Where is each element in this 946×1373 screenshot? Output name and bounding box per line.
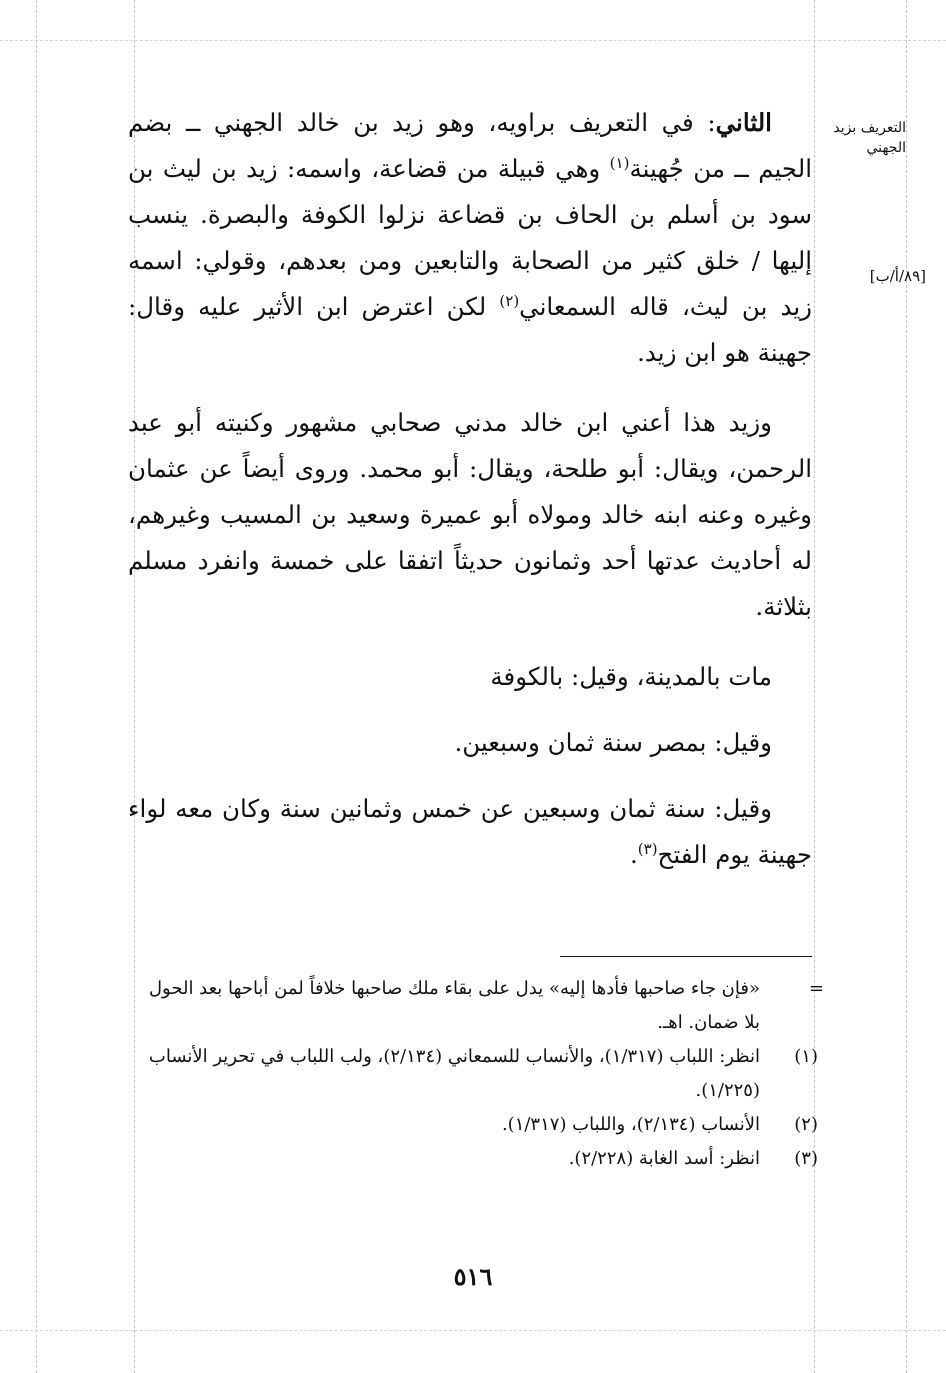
footnote-text: انظر: اللباب (١/٣١٧)، والأنساب للسمعاني (٢/١٣٤)، ولب اللباب في تحرير الأنساب (١/٢٢٥).	[148, 1046, 760, 1101]
footnote-2	[128, 1108, 818, 1142]
footnote-number: (١)	[794, 1046, 818, 1067]
paragraph-text: وقيل: سنة ثمان وسبعين عن خمس وثمانين سنة وكان معه لواء جهينة يوم الفتح	[128, 794, 812, 869]
footnote-ref-2[interactable]: (٢)	[499, 291, 520, 310]
footnote-number: (٣)	[794, 1148, 818, 1169]
footnotes	[128, 972, 824, 1176]
paragraph-2: وزيد هذا أعني ابن خالد مدني صحابي مشهور وكنيته أبو عبد الرحمن، ويقال: أبو طلحة، ويقال: أبو محمد. وروى أيضاً عن عثمان وغيره وعنه ابنه خالد ومولاه أبو عميرة وسعيد بن المسيب وغيرهم، له أحاديث عدتها أحد وثمانون حديثاً اتفقا على خمسة وانفرد مسلم بثلاثة.	[128, 408, 812, 621]
guide-line	[36, 0, 37, 1373]
margin-topic-note: التعريف بزيد الجهني	[833, 120, 906, 156]
guide-line	[906, 0, 907, 1373]
guide-line	[0, 40, 946, 41]
footnote-number: (٢)	[794, 1114, 818, 1135]
paragraph-4: وقيل: بمصر سنة ثمان وسبعين.	[454, 728, 772, 757]
footnote-3	[128, 1142, 818, 1176]
margin-folio-reference: [٨٩/أ/ب]	[869, 267, 926, 285]
continuation-mark: =	[808, 978, 824, 999]
footnote-ref-1[interactable]: (١)	[609, 153, 630, 172]
main-text	[128, 100, 812, 878]
footnote-continuation	[128, 972, 824, 1040]
page-number: ٥١٦	[453, 1262, 493, 1291]
paragraph-text: : في التعريف براويه، وهو زيد بن خالد الجهني ــ بضم الجيم ــ من جُهينة	[128, 108, 812, 183]
footnote-1	[128, 1040, 818, 1108]
guide-line	[0, 1330, 946, 1331]
paragraph-text: .	[629, 840, 638, 869]
paragraph-3: مات بالمدينة، وقيل: بالكوفة	[490, 662, 772, 691]
footnote-text: الأنساب (٢/١٣٤)، واللباب (١/٣١٧).	[501, 1114, 760, 1135]
footnote-separator	[560, 956, 812, 957]
paragraph-1	[128, 100, 812, 376]
paragraph-text: وهي قبيلة من قضاعة، واسمه: زيد بن ليث بن سود بن أسلم بن الحاف بن قضاعة نزلوا الكوفة والبصرة. ينسب إليها / خلق كثير من الصحابة والتابعين ومن بعدهم، وقولي: اسمه زيد بن ليث، قاله السمعاني	[128, 154, 813, 321]
paragraph-text: لكن اعترض ابن الأثير عليه وقال: جهينة هو ابن زيد.	[128, 292, 812, 367]
paragraph-lead: الثاني	[715, 108, 772, 137]
footnote-text: «فإن جاء صاحبها فأدها إليه» يدل على بقاء ملك صاحبها خلافاً لمن أباحها بعد الحول بلا ضمان. اهـ.	[148, 978, 760, 1033]
footnote-ref-3[interactable]: (٣)	[637, 839, 658, 858]
footnote-text: انظر: أسد الغابة (٢/٢٢٨).	[568, 1148, 760, 1169]
paragraph-5	[128, 786, 812, 878]
